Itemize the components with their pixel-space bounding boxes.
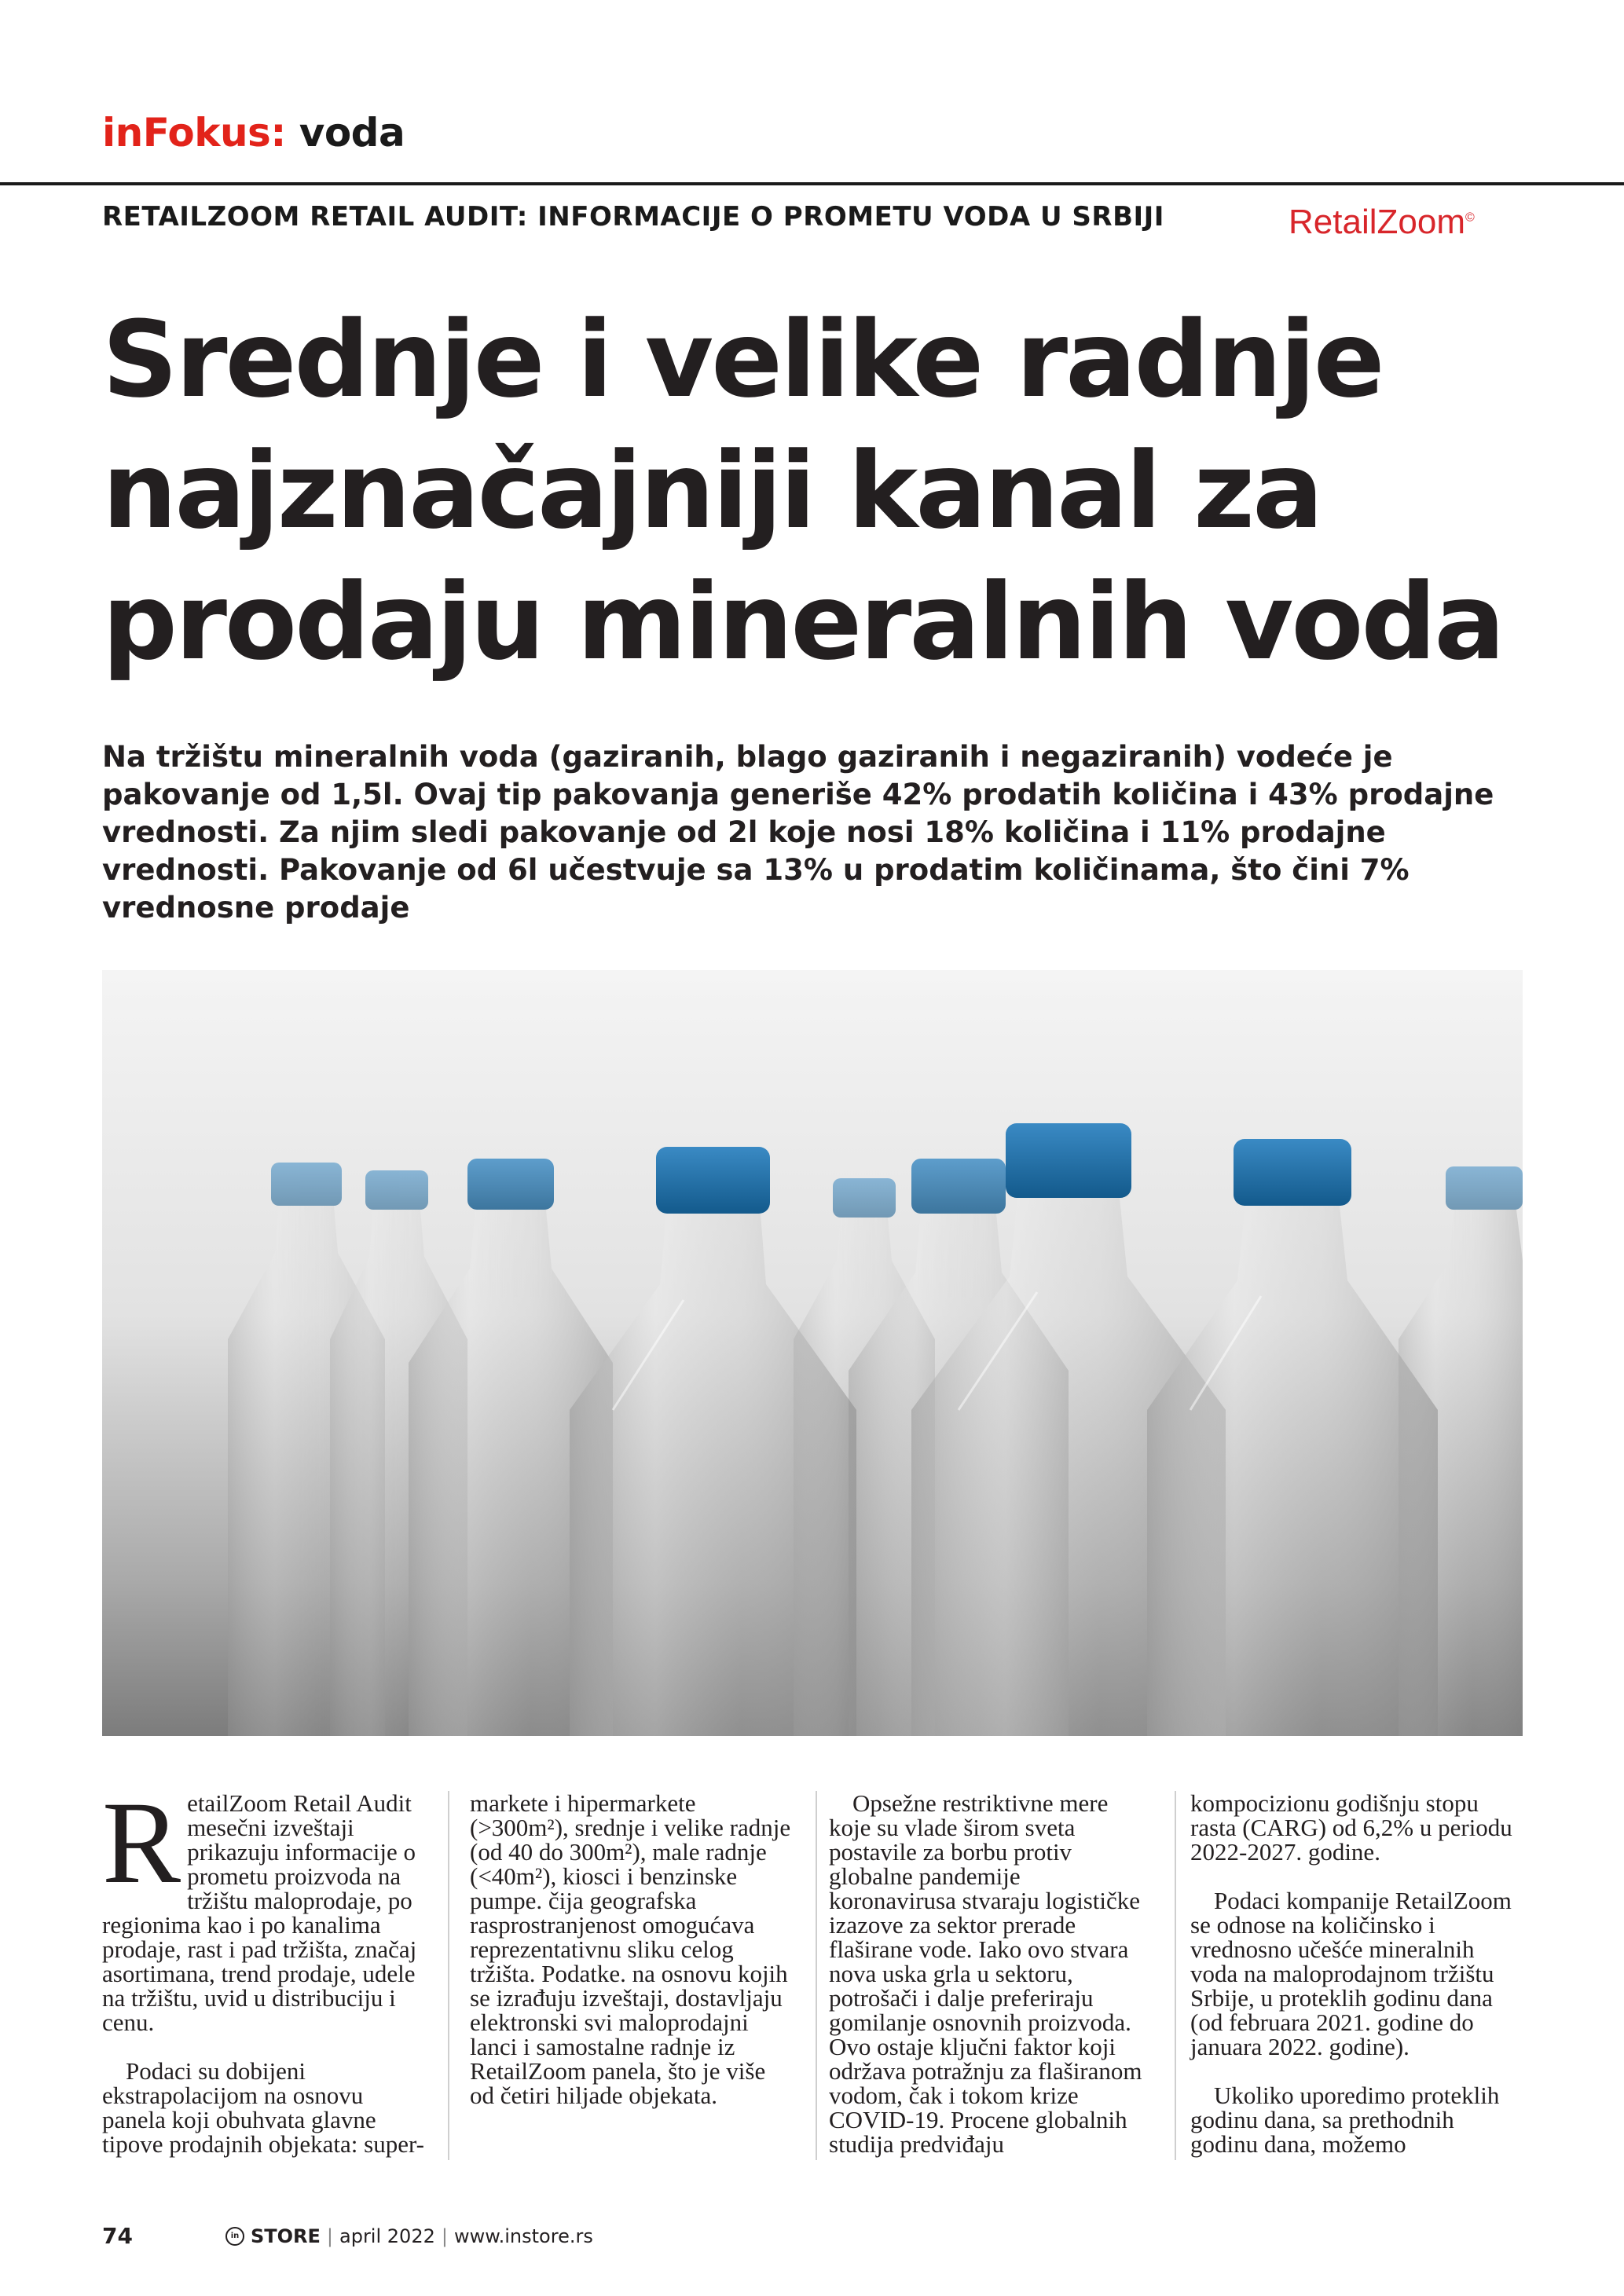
column-3 — [829, 1791, 1151, 2181]
retailzoom-logo — [1289, 203, 1475, 242]
drop-cap: R — [102, 1778, 181, 1908]
column-divider — [816, 1791, 817, 2160]
col4-paragraph-1: kompocizionu godišnju stopu rasta (CARG) od 6,2% u periodu 2022-2027. godine. — [1190, 1789, 1512, 1866]
col3-paragraph-1: Opsežne restriktivne mere koje su vlade širom sveta postavile za borbu protiv globalne pandemije koronavirusa stvaraju logističke izazove za sektor prerade flaširane vode. Iako ovo stvara nova uska grla u sektoru, potrošači i dalje preferiraju gomilanje osnovnih proizvoda. Ovo ostaje ključni faktor koji održava potražnju za flaširanom vodom, čak i tokom krize COVID-19. Procene globalnih studija predviđaju — [829, 1789, 1142, 2158]
col4-paragraph-2: Podaci kompanije RetailZoom se odnose na količinsko i vrednosno učešće mineralnih voda na maloprodajnom tržištu Srbije, u proteklih godinu dana (od februara 2021. godine do januara 2022. godine). — [1190, 1887, 1512, 2060]
body-columns — [102, 1778, 1523, 2160]
logo-mark: © — [1465, 211, 1475, 225]
separator: | — [326, 2225, 333, 2247]
section-tag — [102, 110, 405, 156]
website-link[interactable]: www.instore.rs — [453, 2225, 593, 2247]
column-2 — [470, 1791, 792, 2132]
col4-paragraph-3: Ukoliko uporedimo proteklih godinu dana, sa prethodnih godinu dana, možemo — [1190, 2082, 1500, 2158]
column-divider — [1175, 1791, 1176, 2160]
col2-paragraph-1: markete i hipermarkete (>300m²), srednje i velike radnje (od 40 do 300m²), male radnje (<40m²), kiosci i benzinske pumpe. čija geografska rasprostranjenost omogućava reprezentativnu sliku celog tržišta. Podatke. na osnovu kojih se izrađuju izveštaji, dostavljaju elektronski svi maloprodajni lanci i samostalne radnje iz RetailZoom panela, što je više od četiri hiljade objekata. — [470, 1789, 791, 2109]
column-1 — [102, 1778, 425, 2181]
logo-part2: Zoom — [1377, 203, 1465, 241]
column-divider — [448, 1791, 449, 2160]
issue-date: april 2022 — [339, 2225, 435, 2247]
col1-paragraph-1: etailZoom Retail Audit mesečni izveštaji prikazuju informacije o prometu proizvoda na tržištu maloprodaje, po regionima kao i po kanalima prodaje, rast i pad tržišta, značaj asortimana, trend prodaje, udele na tržištu, uvid u distribuciju i cenu. — [102, 1789, 417, 2036]
headline: Srednje i velike radnje najznačajniji kanal za prodaju mineralnih voda — [102, 298, 1503, 683]
kicker: RETAILZOOM RETAIL AUDIT: INFORMACIJE O PROMETU VODA U SRBIJI — [102, 201, 1164, 233]
logo-part1: Retail — [1289, 203, 1377, 241]
lead-paragraph: Na tržištu mineralnih voda (gaziranih, blago gaziranih i negaziranih) vodeće je pakovanje od 1,5l. Ovaj tip pakovanja generiše 42% prodatih količina i 43% prodajne vrednosti. Za njim sledi pakovanje od 2l koje nosi 18% količina i 11% prodajne vrednosti. Pakovanje od 6l učestvuje sa 13% u prodatim količinama, što čini 7% vrednosne prodaje — [102, 740, 1494, 925]
top-rule — [0, 182, 1624, 185]
section-topic: voda — [285, 110, 405, 156]
section-brand: inFokus: — [102, 110, 286, 156]
separator: | — [441, 2225, 448, 2247]
water-bottles-photo — [102, 970, 1523, 1736]
page-footer — [102, 2223, 593, 2249]
page-number: 74 — [102, 2223, 133, 2249]
col1-paragraph-2: Podaci su dobijeni ekstrapolacijom na osnovu panela koji obuhvata glavne tipove prodajnih objekata: super- — [102, 2057, 425, 2158]
magazine-name: STORE — [250, 2225, 321, 2247]
bottles-illustration — [102, 970, 1523, 1736]
column-4 — [1190, 1791, 1512, 2181]
in-logo-icon: in — [225, 2227, 244, 2246]
